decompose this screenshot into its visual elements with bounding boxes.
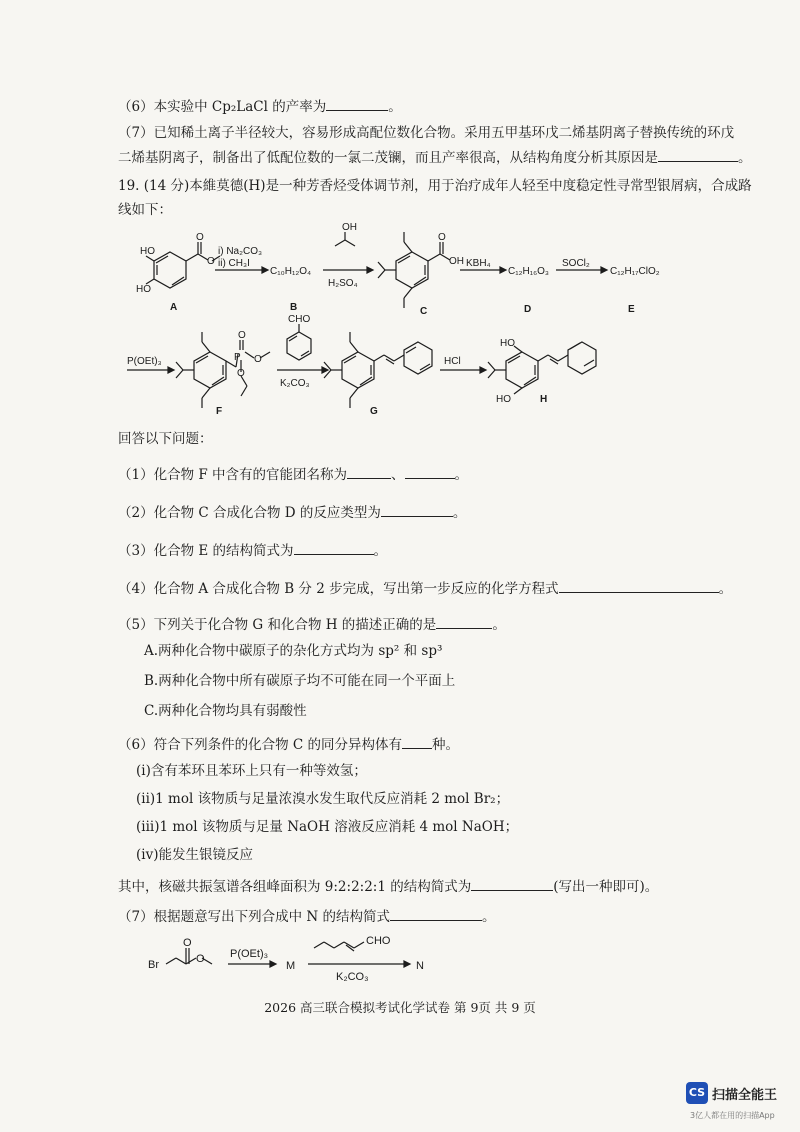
answer-blank [381, 502, 453, 517]
compound-n-label: N [416, 960, 424, 972]
question-6-condition-i: (i)含有苯环且苯环上只有一种等效氢； [136, 763, 367, 779]
cho-label: CHO [288, 314, 311, 325]
p-label: P [234, 352, 241, 363]
answer-blank [402, 734, 432, 749]
question-6 [118, 734, 459, 754]
compound-c-label: C [420, 306, 428, 317]
compound-b-label: B [290, 302, 298, 313]
reagent-k2co3: K₂CO₃ [336, 971, 369, 983]
oh-label: OH [342, 222, 357, 233]
compound-c-structure [378, 232, 450, 308]
question-6-condition-iv: (iv)能发生银镜反应 [136, 847, 253, 863]
o-label: O [237, 368, 245, 379]
compound-h-structure [488, 342, 596, 394]
q18-part7-text: 二烯基阴离子，制备出了低配位数的一氯二茂镧，而且产率很高，从结构角度分析其原因是 [118, 150, 658, 166]
o-label: O [438, 232, 446, 243]
o-label: O [196, 953, 205, 965]
ho-label: HO [496, 394, 511, 405]
synthesis-scheme-2 [0, 930, 800, 990]
compound-f-label: F [216, 406, 223, 417]
answer-blank [326, 96, 388, 111]
question-5-option-b: B.两种化合物中所有碳原子均不可能在同一个平面上 [144, 673, 456, 689]
o-label: O [238, 330, 246, 341]
question-5 [118, 614, 506, 634]
question-1-text: （1）化合物 F 中含有的官能团名称为 [118, 467, 348, 483]
question-4 [118, 578, 732, 598]
q18-part7-line1: （7）已知稀土离子半径较大，容易形成高配位数化合物。采用五甲基环戊二烯基阴离子替换传统的环戊 [118, 125, 735, 141]
question-3 [118, 540, 387, 560]
period: 。 [452, 505, 467, 521]
page-footer: 2026 高三联合模拟考试化学试卷 第 9页 共 9 页 [264, 1000, 536, 1015]
compound-e-label: E [628, 304, 635, 315]
watermark-tagline: 3亿人都在用的扫描App [690, 1111, 775, 1120]
question-7 [118, 906, 495, 926]
watermark-name: 扫描全能王 [712, 1088, 778, 1103]
reagent-kbh4: KBH₄ [466, 258, 491, 269]
question-2-text: （2）化合物 C 合成化合物 D 的反应类型为 [118, 505, 381, 521]
answer-blank [347, 464, 391, 479]
question-6-tail-end: (写出一种即可)。 [553, 879, 659, 895]
ho-label: HO [140, 246, 155, 257]
cs-logo-icon: CS [686, 1082, 708, 1104]
q18-part6-text: （6）本实验中 Cp₂LaCl 的产率为 [118, 99, 327, 115]
compound-h-label: H [540, 394, 548, 405]
period: 。 [738, 150, 752, 166]
compound-d-formula: C₁₂H₁₆O₃ [508, 266, 549, 277]
period: 。 [492, 617, 506, 633]
compound-a-label: A [170, 302, 178, 313]
reagent-p-oet3: P(OEt)₃ [230, 948, 269, 960]
q18-part6 [118, 96, 402, 116]
cho-label: CHO [366, 935, 391, 947]
question-6-text: （6）符合下列条件的化合物 C 的同分异构体有 [118, 737, 403, 753]
answer-prompt: 回答以下问题： [118, 431, 213, 447]
compound-f-structure [176, 332, 270, 408]
period: 。 [718, 581, 733, 597]
answer-blank [559, 578, 719, 593]
o-label: O [207, 256, 215, 267]
isopropanol-reagent [335, 232, 355, 246]
reagent-hcl: HCl [444, 356, 461, 367]
reagent-ch3i: ii) CH₃I [218, 258, 250, 269]
answer-blank [471, 876, 553, 891]
answer-blank [436, 614, 492, 629]
period: 。 [388, 99, 402, 115]
o-label: O [183, 937, 192, 949]
question-7-text: （7）根据题意写出下列合成中 N 的结构简式 [118, 909, 390, 925]
q18-part7-line2 [118, 147, 752, 167]
compound-m-label: M [286, 960, 296, 972]
ho-label: HO [500, 338, 515, 349]
question-5-text: （5）下列关于化合物 G 和化合物 H 的描述正确的是 [118, 617, 437, 633]
oh-label: OH [449, 256, 464, 267]
separator: 、 [391, 467, 405, 483]
reagent-k2co3: K₂CO₃ [280, 378, 310, 389]
compound-g-label: G [370, 406, 378, 417]
question-3-text: （3）化合物 E 的结构简式为 [118, 543, 294, 559]
period: 。 [373, 543, 388, 559]
question-6-end: 种。 [432, 737, 460, 753]
ho-label: HO [136, 284, 151, 295]
question-2 [118, 502, 466, 522]
benzaldehyde-reagent [287, 324, 311, 360]
o-label: O [254, 354, 262, 365]
question-6-condition-ii: (ii)1 mol 该物质与足量浓溴水发生取代反应消耗 2 mol Br₂； [136, 791, 510, 807]
period: 。 [454, 467, 469, 483]
compound-e-formula: C₁₂H₁₇ClO₂ [610, 266, 660, 277]
compound-d-label: D [524, 304, 532, 315]
o-label: O [196, 232, 204, 243]
question-1 [118, 464, 468, 484]
question-6-tail [118, 876, 658, 896]
compound-g-structure [324, 332, 432, 408]
answer-blank [405, 464, 455, 479]
question-6-tail-text: 其中，核磁共振氢谱各组峰面积为 9:2:2:2:1 的结构简式为 [118, 879, 472, 895]
answer-blank [294, 540, 374, 555]
answer-blank [390, 906, 482, 921]
question-5-option-c: C.两种化合物均具有弱酸性 [144, 703, 307, 719]
period: 。 [481, 909, 496, 925]
compound-b-formula: C₁₀H₁₂O₄ [270, 266, 312, 277]
question-5-option-a: A.两种化合物中碳原子的杂化方式均为 sp² 和 sp³ [144, 643, 443, 659]
reagent-h2so4: H₂SO₄ [328, 278, 358, 289]
question-4-text: （4）化合物 A 合成化合物 B 分 2 步完成，写出第一步反应的化学方程式 [118, 581, 559, 597]
q19-intro-line2: 线如下： [118, 202, 172, 218]
br-label: Br [148, 959, 159, 971]
question-6-condition-iii: (iii)1 mol 该物质与足量 NaOH 溶液反应消耗 4 mol NaOH； [136, 819, 519, 835]
reagent-p-oet3: P(OEt)₃ [127, 356, 162, 367]
reagent-na2co3: i) Na₂CO₃ [218, 246, 263, 257]
answer-blank [658, 147, 738, 162]
q19-intro-line1: 19. (14 分)本維莫德(H)是一种芳香烃受体调节剂，用于治疗成年人轻至中度稳定性寻常型银屑病，合成路 [118, 178, 752, 194]
reagent-socl2: SOCl₂ [562, 258, 590, 269]
synthesis-scheme [0, 220, 800, 430]
scanner-watermark [686, 1082, 792, 1124]
